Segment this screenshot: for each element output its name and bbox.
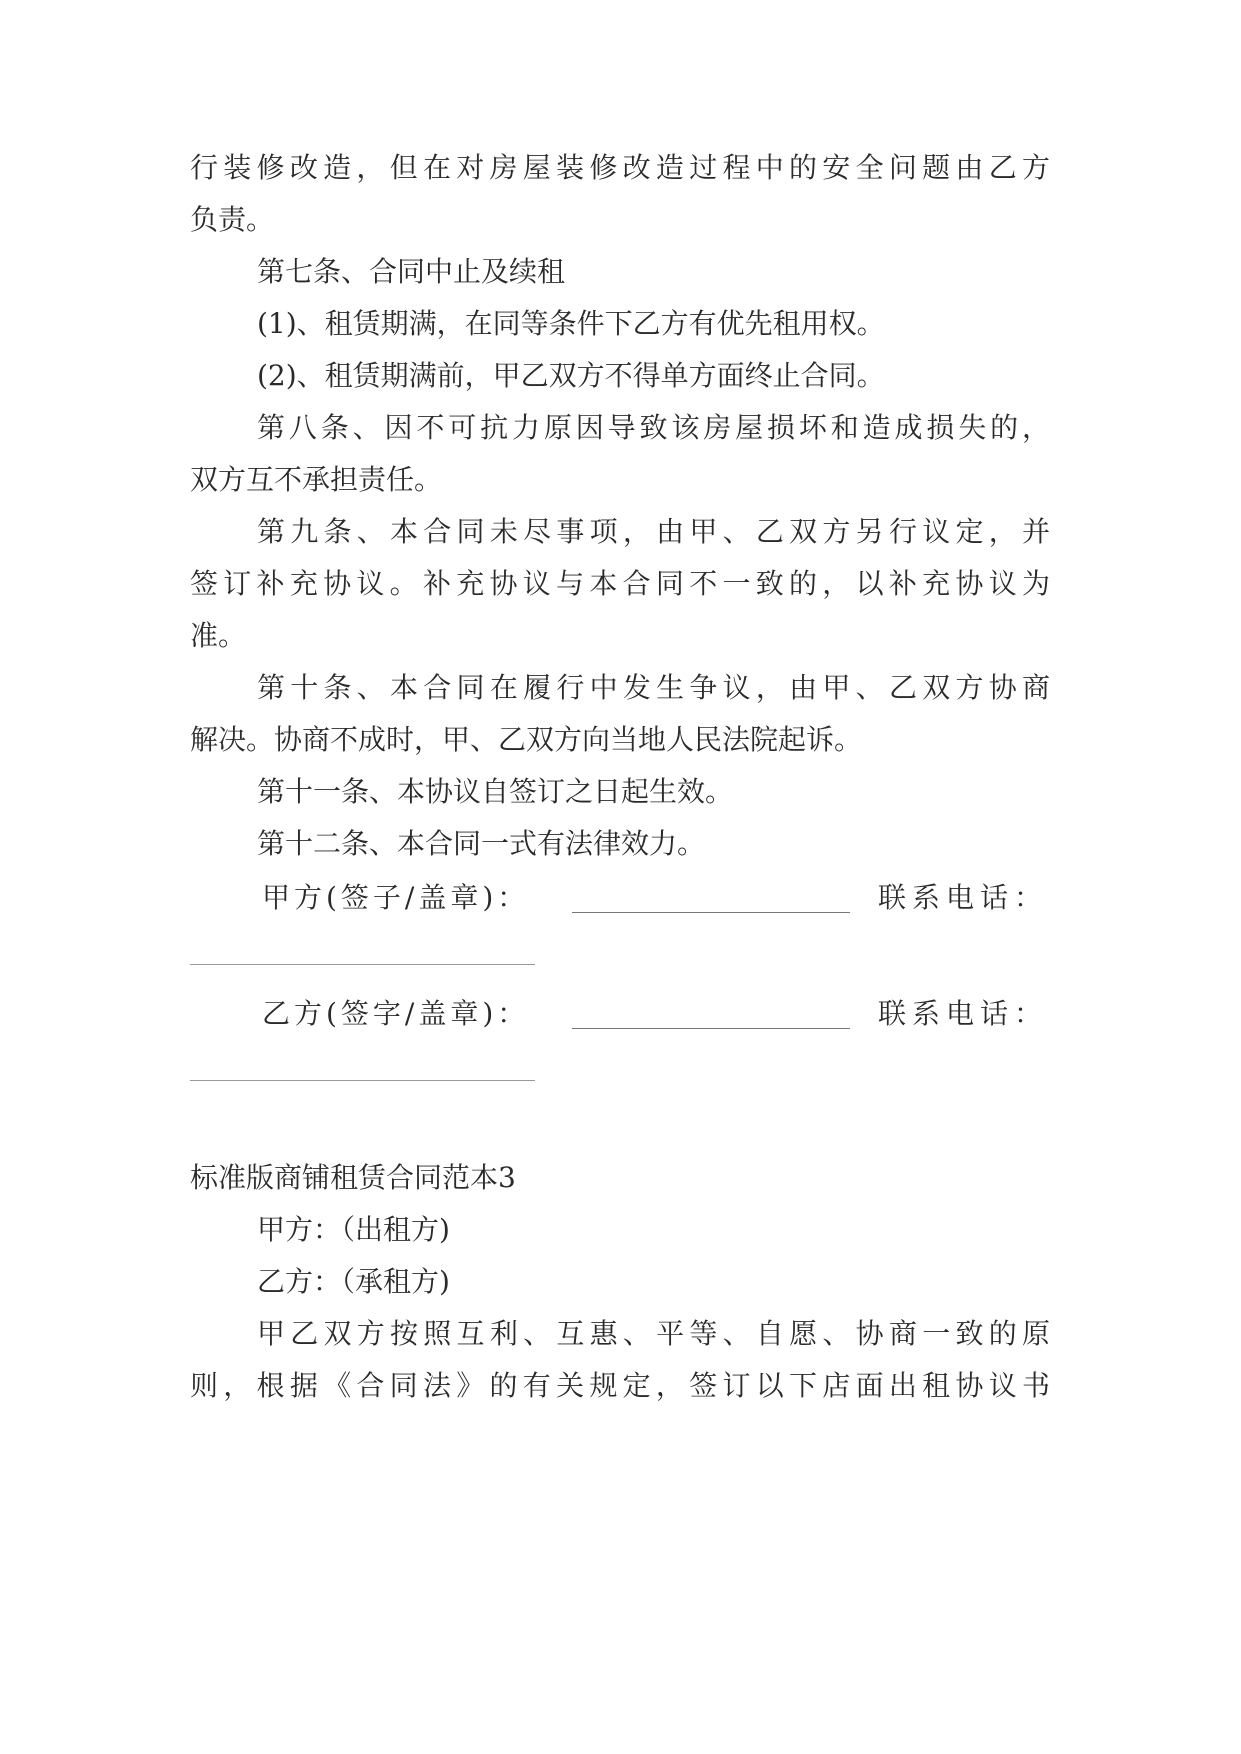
party-b-phone-label: 联系电话：	[878, 997, 1049, 1030]
party-b-signature-blank[interactable]	[572, 1028, 850, 1029]
article-7-item-1: (1)、租赁期满，在同等条件下乙方有优先租用权。	[257, 307, 885, 340]
article-11: 第十一条、本协议自签订之日起生效。	[257, 775, 734, 808]
section-3-paragraph-line: 甲乙双方按照互利、互惠、平等、自愿、协商一致的原	[257, 1317, 1050, 1350]
article-9-line: 准。	[190, 619, 247, 652]
article-8-line: 第八条、因不可抗力原因导致该房屋损坏和造成损失的，	[257, 411, 1050, 444]
section-3-title: 标准版商铺租赁合同范本3	[190, 1161, 516, 1194]
article-7-heading: 第七条、合同中止及续租	[257, 255, 566, 288]
paragraph-line: 负责。	[190, 203, 275, 236]
party-a-phone-label: 联系电话：	[878, 881, 1049, 914]
section-3-party-b: 乙方：（承租方)	[257, 1265, 450, 1298]
paragraph-line: 行装修改造，但在对房屋装修改造过程中的安全问题由乙方	[190, 151, 1050, 184]
article-12: 第十二条、本合同一式有法律效力。	[257, 827, 706, 860]
party-b-phone-blank[interactable]	[190, 1080, 535, 1081]
article-9-line: 签订补充协议。补充协议与本合同不一致的，以补充协议为	[190, 567, 1050, 600]
article-10-line: 解决。协商不成时，甲、乙双方向当地人民法院起诉。	[190, 723, 863, 756]
article-10-line: 第十条、本合同在履行中发生争议，由甲、乙双方协商	[257, 671, 1050, 704]
article-8-line: 双方互不承担责任。	[190, 463, 443, 496]
party-a-phone-blank[interactable]	[190, 964, 535, 965]
article-7-item-2: (2)、租赁期满前，甲乙双方不得单方面终止合同。	[257, 359, 885, 392]
article-9-line: 第九条、本合同未尽事项，由甲、乙双方另行议定，并	[257, 515, 1050, 548]
party-b-signature-label: 乙方(签字/盖章)：	[262, 997, 530, 1030]
section-3-paragraph-line: 则，根据《合同法》的有关规定，签订以下店面出租协议书	[190, 1369, 1050, 1402]
section-3-party-a: 甲方：（出租方)	[257, 1213, 450, 1246]
party-a-signature-blank[interactable]	[572, 912, 850, 913]
party-a-signature-label: 甲方(签子/盖章)：	[262, 881, 530, 914]
